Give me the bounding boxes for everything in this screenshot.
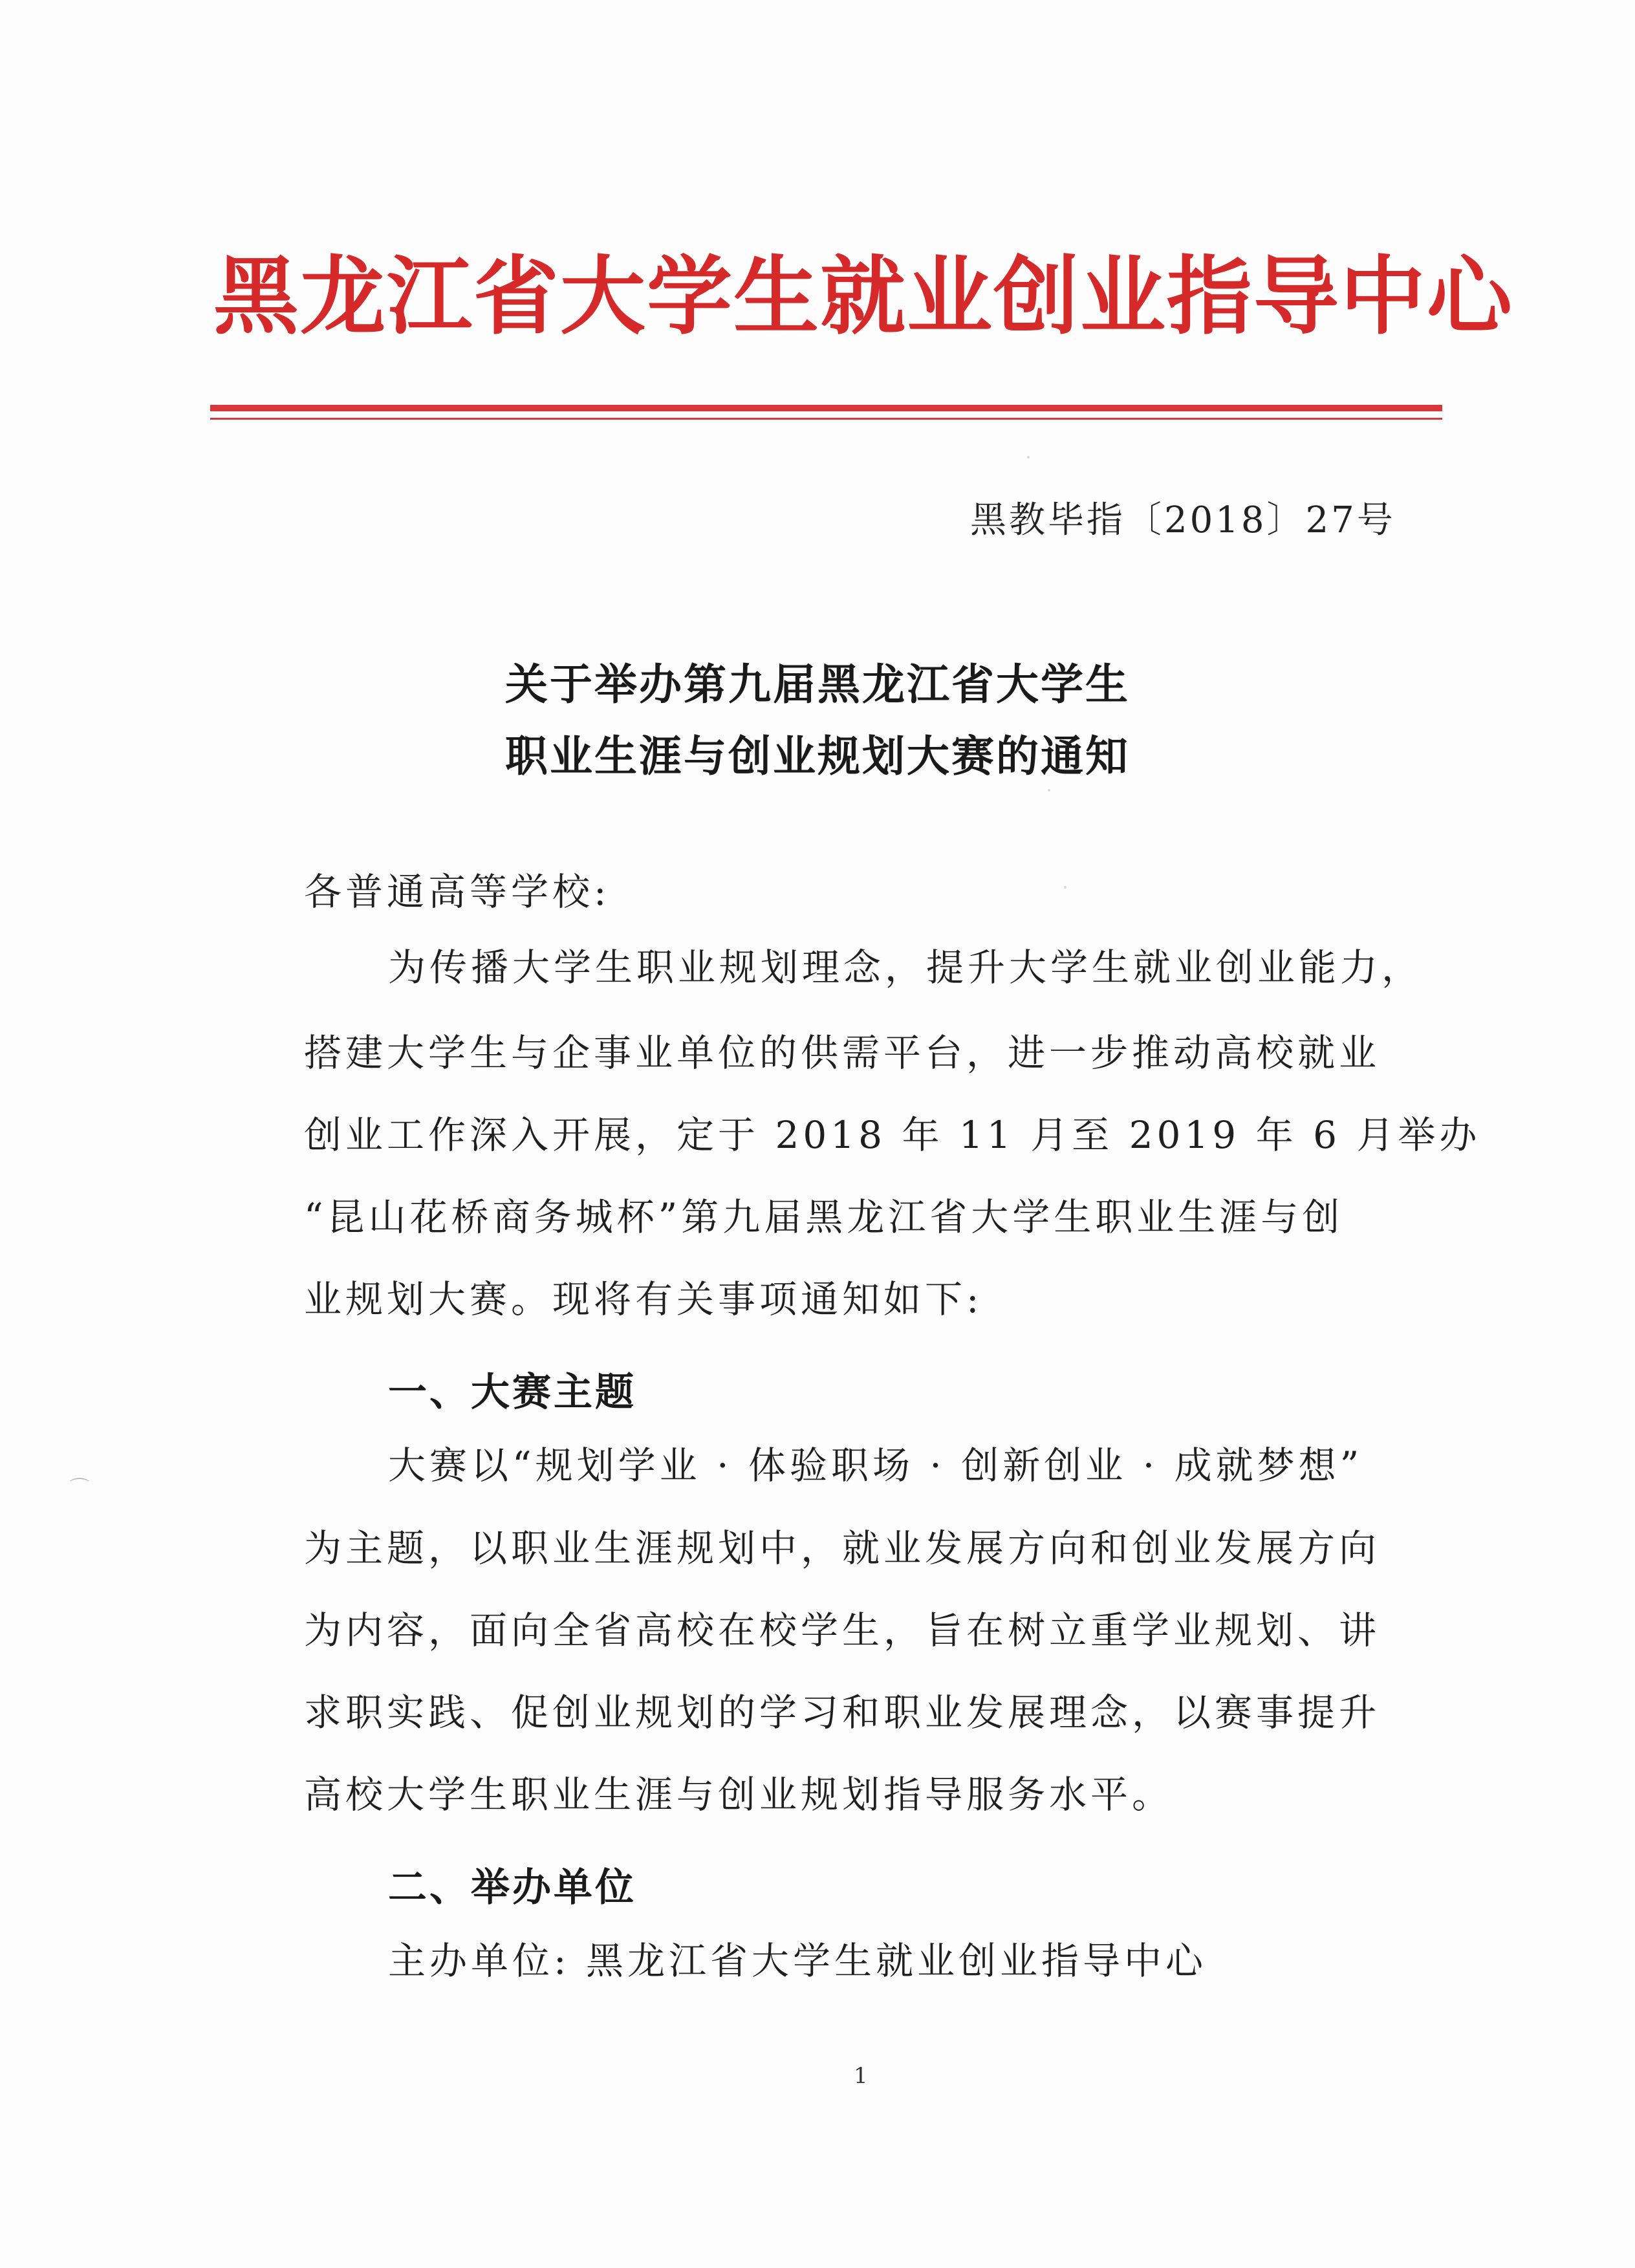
letterhead-title: 黑龙江省大学生就业创业指导中心	[213, 247, 1513, 347]
document-title-line2: 职业生涯与创业规划大赛的通知	[505, 731, 1130, 781]
section1-line: 大赛以“规划学业 · 体验职场 · 创新创业 · 成就梦想”	[388, 1443, 1363, 1487]
addressee: 各普通高等学校:	[304, 870, 611, 914]
section-heading-theme: 一、大赛主题	[388, 1370, 636, 1415]
document-number: 黑教毕指〔2018〕27号	[970, 499, 1396, 541]
section1-line: 为内容，面向全省高校在校学生，旨在树立重学业规划、讲	[304, 1608, 1381, 1652]
scan-speck	[1048, 789, 1050, 792]
letterhead-divider-thick	[210, 405, 1442, 411]
page-number: 1	[854, 2063, 868, 2089]
intro-line: 搭建大学生与企事业单位的供需平台，进一步推动高校就业	[304, 1031, 1381, 1075]
intro-line: 创业工作深入开展，定于 2018 年 11 月至 2019 年 6 月举办	[304, 1113, 1481, 1157]
section1-line: 高校大学生职业生涯与创业规划指导服务水平。	[304, 1773, 1174, 1817]
intro-line: 业规划大赛。现将有关事项通知如下:	[304, 1277, 983, 1321]
scan-mark: ⌒	[70, 1477, 89, 1500]
section1-line: 求职实践、促创业规划的学习和职业发展理念，以赛事提升	[304, 1690, 1381, 1734]
intro-line: “昆山花桥商务城杯”第九届黑龙江省大学生职业生涯与创	[304, 1195, 1344, 1239]
intro-line: 为传播大学生职业规划理念，提升大学生就业创业能力，	[388, 945, 1424, 989]
section-heading-organizers: 二、举办单位	[388, 1865, 636, 1910]
document-title-line1: 关于举办第九届黑龙江省大学生	[505, 660, 1130, 709]
section2-line: 主办单位: 黑龙江省大学生就业创业指导中心	[388, 1939, 1207, 1983]
scan-speck	[1064, 886, 1067, 889]
section1-line: 为主题，以职业生涯规划中，就业发展方向和创业发展方向	[304, 1526, 1381, 1570]
letterhead-divider-thin	[210, 418, 1442, 420]
scan-speck	[1027, 456, 1030, 459]
